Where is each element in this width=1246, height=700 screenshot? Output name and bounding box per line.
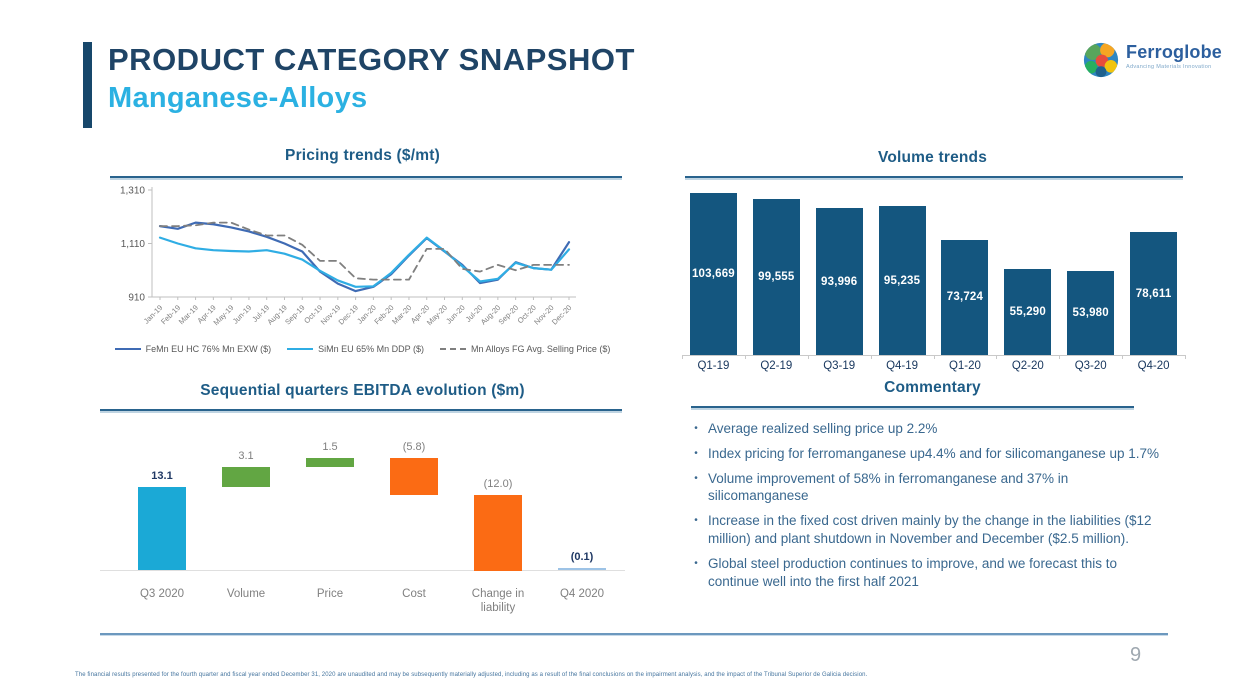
svg-text:Apr-20: Apr-20 bbox=[408, 303, 432, 326]
axis-tick bbox=[996, 355, 997, 359]
svg-text:May-20: May-20 bbox=[424, 303, 449, 328]
svg-text:Dec-20: Dec-20 bbox=[549, 303, 574, 327]
page-number: 9 bbox=[1130, 644, 1142, 666]
svg-text:Mar-19: Mar-19 bbox=[176, 303, 200, 327]
waterfall-value-label: 13.1 bbox=[151, 470, 173, 483]
axis-tick bbox=[1059, 355, 1060, 359]
volume-category-label: Q3-19 bbox=[823, 360, 856, 372]
legend-label: Mn Alloys FG Avg. Selling Price ($) bbox=[471, 344, 611, 354]
commentary-bullet bbox=[684, 470, 1170, 506]
waterfall-value-label: 3.1 bbox=[238, 450, 254, 463]
volume-bar bbox=[1067, 271, 1114, 355]
legend-label: SiMn EU 65% Mn DDP ($) bbox=[318, 344, 424, 354]
section-rule-commentary bbox=[691, 406, 1134, 408]
svg-text:Jul-20: Jul-20 bbox=[463, 303, 485, 324]
footer-rule bbox=[100, 633, 1168, 635]
svg-text:Jan-20: Jan-20 bbox=[355, 303, 378, 326]
volume-category-label: Q1-19 bbox=[697, 360, 730, 372]
pricing-trends-chart bbox=[98, 183, 628, 343]
waterfall-bar bbox=[306, 458, 354, 467]
volume-category-label: Q2-19 bbox=[760, 360, 793, 372]
volume-bar bbox=[941, 240, 988, 355]
bullet-icon: • bbox=[694, 447, 698, 459]
waterfall-category-label: Cost bbox=[402, 588, 426, 600]
commentary-bullet bbox=[684, 445, 1170, 463]
logo-wordmark: Ferroglobe bbox=[1126, 42, 1223, 62]
svg-text:May-19: May-19 bbox=[211, 303, 236, 328]
dashed-line-swatch bbox=[440, 348, 466, 350]
legend-item bbox=[115, 344, 272, 354]
volume-category-label: Q4-20 bbox=[1137, 360, 1170, 372]
waterfall-category-label: Volume bbox=[226, 588, 266, 600]
commentary-bullet-text: Volume improvement of 58% in ferromanganese and 37% in silicomanganese bbox=[708, 470, 1069, 504]
volume-bar bbox=[1130, 232, 1177, 355]
svg-text:1,110: 1,110 bbox=[120, 239, 145, 250]
volume-bar-value: 99,555 bbox=[758, 271, 795, 284]
section-title-commentary: Commentary bbox=[884, 379, 981, 396]
svg-text:Aug-20: Aug-20 bbox=[478, 303, 503, 327]
bullet-icon: • bbox=[694, 423, 698, 434]
legend-item bbox=[287, 344, 424, 354]
waterfall-category-label: Change in liability bbox=[471, 588, 525, 614]
pricing-chart-legend bbox=[100, 344, 625, 354]
svg-text:Feb-20: Feb-20 bbox=[372, 303, 396, 327]
axis-tick bbox=[808, 355, 809, 359]
svg-text:Jun-20: Jun-20 bbox=[444, 303, 467, 326]
volume-category-label: Q1-20 bbox=[948, 360, 981, 372]
svg-text:Nov-19: Nov-19 bbox=[318, 303, 343, 327]
commentary-bullet-text: Average realized selling price up 2.2% bbox=[708, 421, 938, 436]
bullet-icon: • bbox=[694, 515, 698, 527]
svg-text:Aug-19: Aug-19 bbox=[265, 303, 289, 327]
legend-label: FeMn EU HC 76% Mn EXW ($) bbox=[145, 344, 272, 354]
ferroglobe-logo bbox=[1083, 42, 1222, 83]
svg-text:Jan-19: Jan-19 bbox=[141, 303, 165, 326]
volume-bar-value: 93,996 bbox=[821, 275, 858, 288]
waterfall-value-label: (0.1) bbox=[570, 551, 594, 563]
waterfall-value-label: 1.5 bbox=[322, 440, 338, 453]
axis-tick bbox=[1122, 355, 1123, 359]
commentary-bullet bbox=[684, 512, 1170, 548]
volume-bar bbox=[1004, 269, 1051, 355]
svg-text:Sep-19: Sep-19 bbox=[283, 303, 307, 327]
waterfall-value-label: (12.0) bbox=[483, 477, 513, 490]
legend-item bbox=[440, 344, 610, 354]
ebitda-waterfall-chart bbox=[100, 418, 625, 623]
volume-trends-chart bbox=[682, 186, 1185, 378]
svg-text:1,310: 1,310 bbox=[119, 185, 145, 197]
bullet-icon: • bbox=[694, 472, 698, 484]
volume-bar-value: 53,980 bbox=[1072, 306, 1109, 319]
axis-tick bbox=[1185, 355, 1186, 359]
section-title-pricing: Pricing trends ($/mt) bbox=[285, 147, 440, 164]
svg-text:Jun-19: Jun-19 bbox=[230, 303, 254, 326]
waterfall-result-line bbox=[558, 568, 606, 570]
volume-category-label: Q4-19 bbox=[886, 360, 919, 372]
line-swatch bbox=[115, 348, 141, 350]
svg-text:Oct-20: Oct-20 bbox=[515, 303, 538, 326]
section-rule-ebitda bbox=[100, 409, 622, 411]
volume-bar bbox=[816, 208, 863, 355]
svg-text:Oct-19: Oct-19 bbox=[302, 303, 325, 326]
slide-title: PRODUCT CATEGORY SNAPSHOT bbox=[108, 42, 635, 77]
commentary-bullet-text: Increase in the fixed cost driven mainly by the change in the liabilities ($12 million) and plant shutdown in November and December ($2.5 million). bbox=[708, 513, 1152, 547]
waterfall-bar bbox=[138, 487, 186, 570]
volume-category-label: Q2-20 bbox=[1011, 360, 1044, 372]
axis-tick bbox=[745, 355, 746, 359]
commentary-bullet bbox=[684, 555, 1170, 591]
svg-text:Nov-20: Nov-20 bbox=[532, 303, 556, 327]
volume-bar-value: 55,290 bbox=[1009, 305, 1046, 318]
commentary-bullet bbox=[684, 420, 1170, 438]
globe-icon bbox=[1083, 42, 1119, 83]
waterfall-baseline bbox=[100, 570, 625, 571]
section-rule-pricing bbox=[110, 176, 622, 178]
commentary-list bbox=[684, 420, 1170, 598]
svg-text:910: 910 bbox=[128, 292, 145, 304]
footnote: The financial results presented for the fourth quarter and fiscal year ended December 31, 2020 are unaudited and may be subsequently materially adjusted, including as a result of the final conclusions on the impairment analysis, and the impact of the Tribunal Superior de Galicia decision. bbox=[75, 672, 868, 678]
volume-bar bbox=[879, 206, 926, 355]
svg-text:Jul-19: Jul-19 bbox=[250, 303, 272, 324]
title-accent-bar bbox=[83, 42, 92, 128]
waterfall-bar bbox=[474, 495, 522, 571]
volume-category-label: Q3-20 bbox=[1074, 360, 1107, 372]
volume-bar-value: 103,669 bbox=[691, 268, 735, 280]
waterfall-bar bbox=[222, 467, 270, 487]
logo-tagline: Advancing Materials Innovation bbox=[1126, 64, 1212, 70]
commentary-bullet-text: Global steel production continues to improve, and we forecast this to continue well into the first half 2021 bbox=[708, 555, 1117, 589]
section-title-volume: Volume trends bbox=[877, 149, 988, 166]
svg-text:Mar-20: Mar-20 bbox=[390, 303, 414, 327]
svg-text:Sep-20: Sep-20 bbox=[496, 303, 521, 327]
volume-bar-value: 95,235 bbox=[883, 274, 921, 287]
svg-text:Feb-19: Feb-19 bbox=[159, 303, 183, 327]
waterfall-bar bbox=[390, 458, 438, 495]
waterfall-category-label: Q3 2020 bbox=[139, 588, 185, 600]
bullet-icon: • bbox=[694, 557, 698, 569]
waterfall-value-label: (5.8) bbox=[402, 440, 426, 453]
line-swatch bbox=[287, 348, 313, 350]
svg-text:Apr-19: Apr-19 bbox=[195, 303, 218, 326]
waterfall-category-label: Q4 2020 bbox=[559, 588, 605, 600]
waterfall-category-label: Price bbox=[316, 588, 344, 600]
volume-bar-value: 78,611 bbox=[1135, 287, 1172, 300]
svg-text:Dec-19: Dec-19 bbox=[336, 303, 361, 327]
commentary-bullet-text: Index pricing for ferromanganese up4.4% and for silicomanganese up 1.7% bbox=[708, 445, 1160, 461]
slide-subtitle: Manganese-Alloys bbox=[108, 82, 368, 114]
volume-bar-value: 73,724 bbox=[946, 291, 984, 304]
section-rule-volume bbox=[685, 176, 1183, 178]
axis-tick bbox=[934, 355, 935, 359]
volume-bar bbox=[690, 193, 737, 355]
axis-tick bbox=[682, 355, 683, 359]
axis-tick bbox=[871, 355, 872, 359]
volume-bar bbox=[753, 199, 800, 355]
section-title-ebitda: Sequential quarters EBITDA evolution ($m) bbox=[200, 382, 525, 399]
